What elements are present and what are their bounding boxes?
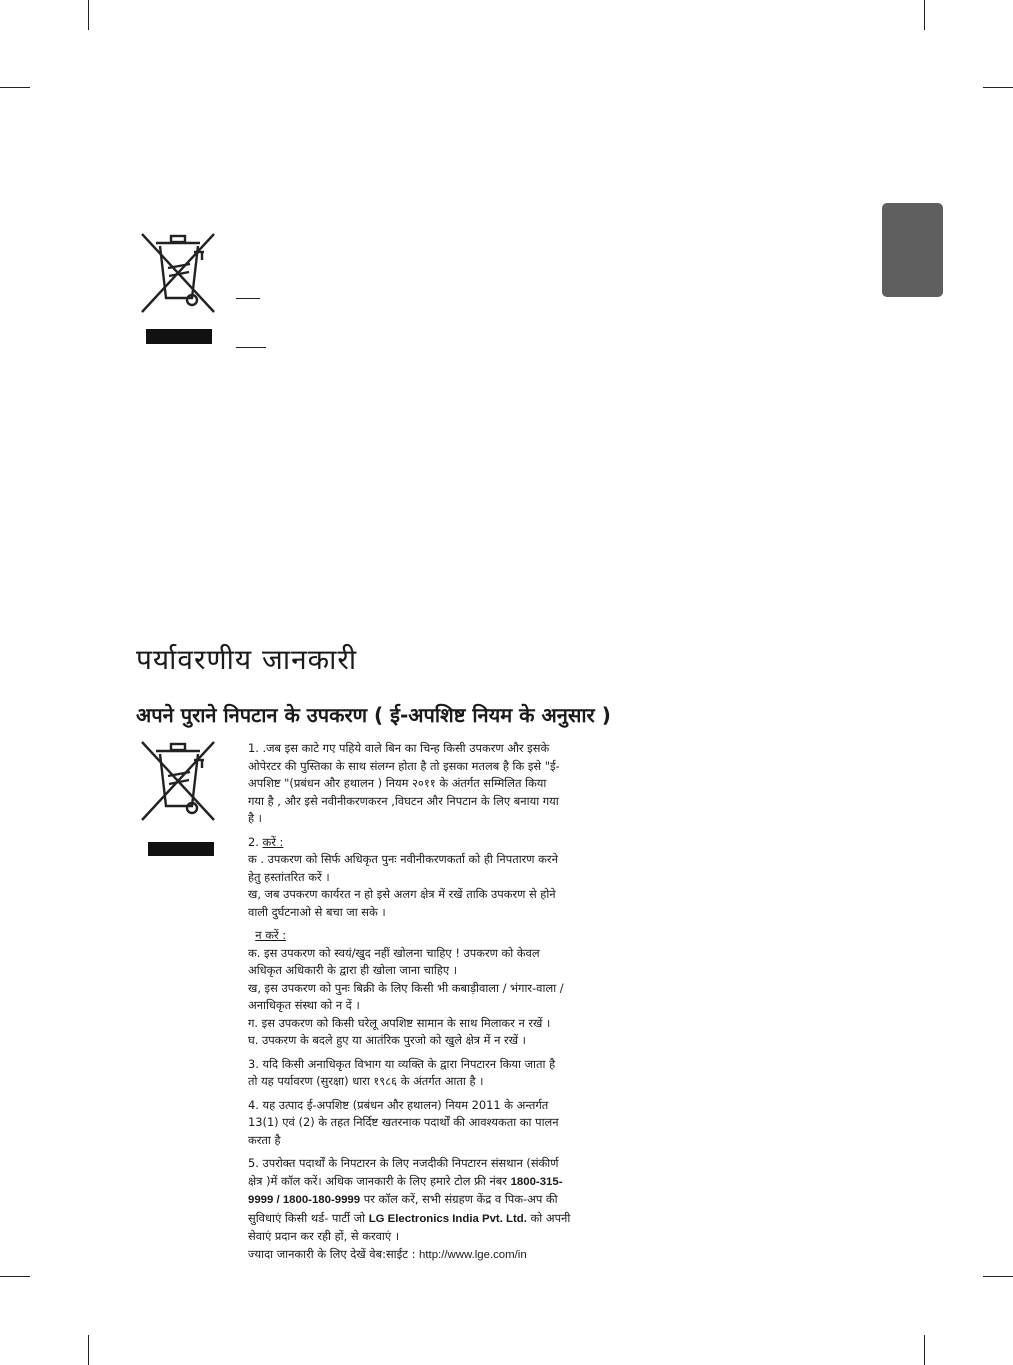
text-span: को अपनी [526, 1210, 571, 1225]
black-bar [146, 329, 212, 344]
crop-mark [924, 1335, 925, 1365]
text-line [248, 1191, 684, 1210]
crossed-bin-icon [138, 232, 220, 316]
text-line: 13(1) एवं (2) के तहत निर्दिष्ट खतरनाक पदार्थों की आवश्यकता का पालन [248, 1115, 559, 1129]
donts-heading [248, 927, 684, 945]
toll-free-number: 9999 / 1800-180-9999 [248, 1194, 361, 1206]
section-title: अपने पुराने निपटान के उपकरण ( ई-अपशिष्ट नियम के अनुसार ) [136, 703, 611, 727]
text-line: ख, जब उपकरण कार्यरत न हो इसे अलग क्षेत्र में रखें ताकि उपकरण से होने [248, 887, 556, 901]
crop-mark [88, 1335, 89, 1365]
black-bar [148, 842, 214, 856]
text-line: अनाधिकृत संस्था को न दें । [248, 998, 360, 1012]
text-span: ज्यादा जानकारी के लिए देखें वेब:साईट : [248, 1246, 420, 1261]
company-name: LG Electronics India Pvt. Ltd. [368, 1212, 527, 1225]
dos-title: करें : [262, 834, 284, 849]
text-line: ख, इस उपकरण को पुनः बिक्री के लिए किसी भी कबाड़ीवाला / भंगार-वाला / [248, 980, 564, 995]
dos-heading [248, 834, 684, 852]
text-line: क. इस उपकरण को स्वयं/खुद नहीं खोलना चाहिए ! उपकरण को केवल [248, 945, 540, 960]
text-line: 4. यह उत्पाद ई-अपशिष्ट (प्रबंधन और हथालन) नियम 2011 के अन्तर्गत [248, 1097, 549, 1112]
text-line: तो यह पर्यावरण (सुरक्षा) धारा १९८६ के अंतर्गत आता है । [248, 1074, 484, 1088]
text-line: 5. उपरोक्त पदार्थों के निपटारन के लिए नजदीकी निपटारन संसथान (संकीर्ण [248, 1156, 559, 1170]
crop-mark [0, 1276, 30, 1277]
text-line [248, 1246, 684, 1265]
crop-mark [88, 0, 89, 30]
section-number: 2. [248, 834, 259, 849]
toll-free-number: 1800-315- [510, 1175, 563, 1188]
text-line: अधिकृत अधिकारी के द्वारा ही खोला जाना चाहिए । [248, 963, 458, 977]
underline-mark [236, 347, 266, 348]
text-line: अपशिष्ट "(प्रबंधन और हथालन ) नियम २०११ के अंतर्गत सम्मिलित किया [248, 776, 547, 790]
crossed-bin-icon [138, 740, 220, 824]
text-line [248, 1210, 684, 1229]
crop-mark [983, 87, 1013, 88]
crop-mark [0, 87, 30, 88]
text-line: 3. यदि किसी अनाधिकृत विभाग या व्यक्ति के द्वारा निपटारन किया जाता है [248, 1056, 556, 1071]
text-line: घ. उपकरण के बदले हुए या आतंरिक पुरजो को खुले क्षेत्र में न रखें । [248, 1033, 526, 1047]
language-tab [882, 203, 943, 297]
text-line: हेतु हस्तांतरित करें । [248, 869, 330, 884]
text-span: क्षेत्र )में कॉल करें। अधिक जानकारी के लिए हमारे टोल फ्री नंबर [248, 1173, 511, 1188]
website-link[interactable]: http://www.lge.com/in [419, 1248, 527, 1261]
text-span: सुविधाएं किसी थर्ड- पार्टी जो [248, 1210, 369, 1225]
text-line: करता है [248, 1132, 281, 1147]
underline-mark [236, 298, 260, 299]
disposal-info-text [248, 740, 684, 1264]
text-line: सेवाएं प्रदान कर रही हों, से करवाएं । [248, 1229, 400, 1243]
page-title: पर्यावरणीय जानकारी [136, 643, 358, 676]
crop-mark [983, 1276, 1013, 1277]
text-line: गया है , और इसे नवीनीकरणकरन ,विघटन और निपटान के लिए बनाया गया [248, 793, 559, 808]
donts-title: न करें : [255, 928, 287, 942]
text-line: 1. .जब इस काटे गए पहिये वाले बिन का चिन्ह किसी उपकरण और इसके [248, 741, 550, 755]
text-span: पर कॉल करें, सभी संग्रहण केंद्र व पिक-अप की [360, 1192, 558, 1206]
text-line: वाली दुर्घटनाओ से बचा जा सके । [248, 904, 386, 919]
text-line: ओपेरटर की पुस्तिका के साथ संलग्न होता है तो इसका मतलब है कि इसे "ई- [248, 758, 560, 773]
text-line: ग. इस उपकरण को किसी घरेलू अपशिष्ट सामान के साथ मिलाकर न रखें । [248, 1015, 551, 1030]
crop-mark [924, 0, 925, 30]
text-line: है । [248, 811, 262, 825]
text-line [248, 1173, 684, 1192]
text-line: क . उपकरण को सिर्फ अधिकृत पुनः नवीनीकरणकर्ता को ही निपतारण करने [248, 852, 558, 866]
